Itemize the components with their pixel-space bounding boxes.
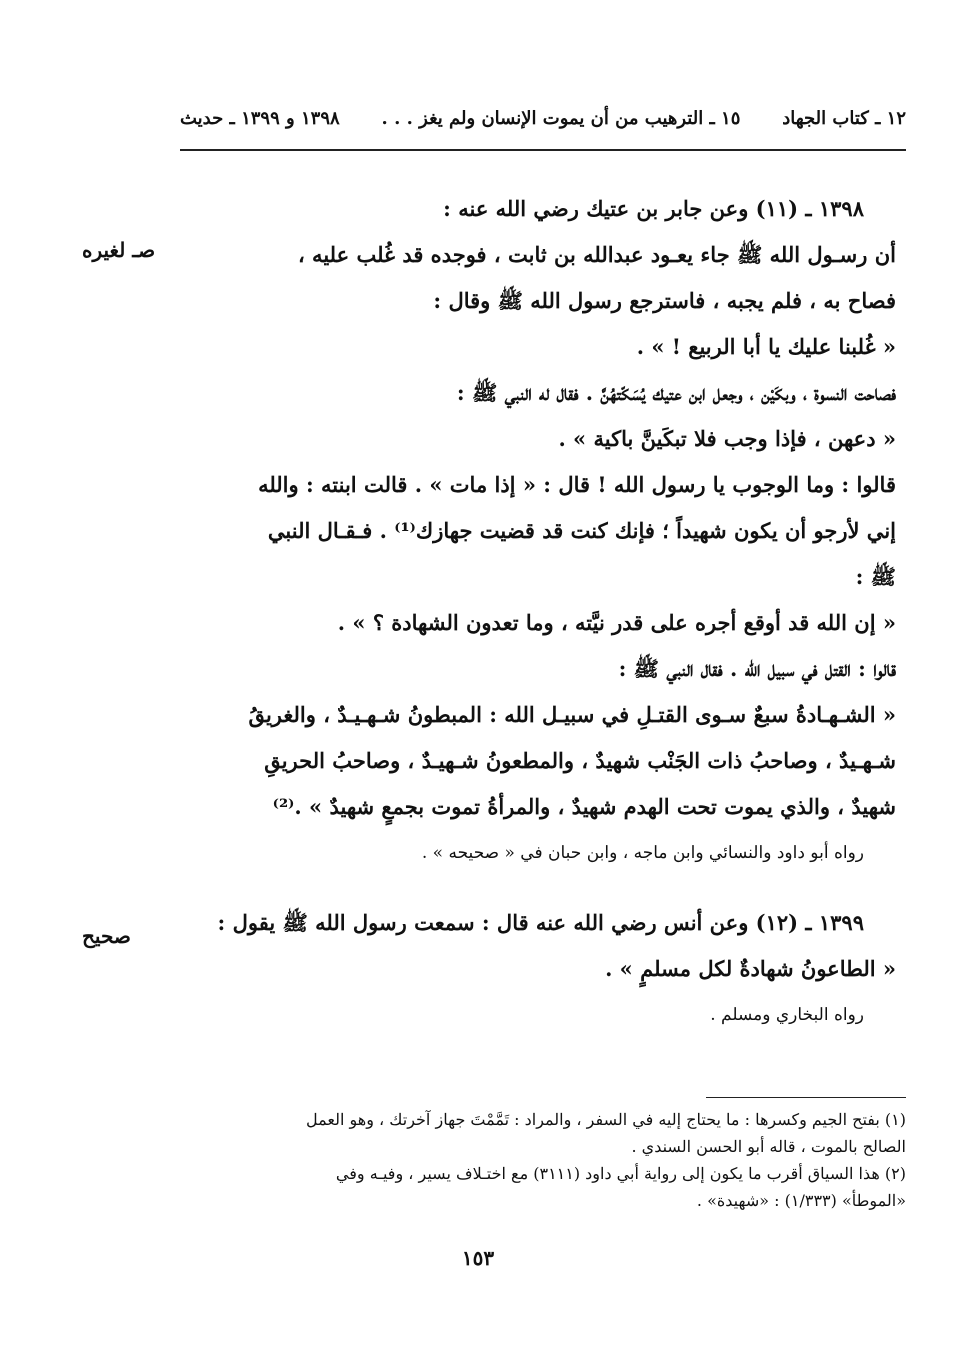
footnote-2: (٢) هذا السياق أقرب ما يكون إلى رواية أبي داود (٣١١١) مع اختـلاف يسير ، وفيـه وفي [335, 1164, 906, 1183]
header-chapter-title: ١٥ ـ الترهيب من أن يموت الإنسان ولم يغز . . . [381, 108, 741, 129]
text-line: قالوا : القتل في سبيل الله . فقال النبي ﷺ : [618, 656, 896, 681]
text-line: « إن الله قد أوقع أجره على قدر نيَّته ، وما تعدون الشهادة ؟ » . [337, 610, 896, 635]
grade-note-1398: صـ لغيره [82, 238, 156, 262]
page-number: ١٥٣ [461, 1246, 495, 1270]
footnotes [178, 1106, 906, 1214]
grade-note-1399: صحيح [82, 924, 131, 948]
footnote-2-continuation: «الموطأ» (١/٣٣٣) : «شهيدة» . [696, 1191, 906, 1210]
text-line: « الشـهـادةُ سبعٌ سـوى القتـلِ في سبيـل الله : المبطونُ شـهـيـدٌ ، والغريقُ [248, 702, 896, 727]
source-attribution-1398: رواه أبو داود والنسائي وابن ماجه ، وابن حبان في « صحيحه » . [421, 843, 864, 863]
source-attribution-1399: رواه البخاري ومسلم . [710, 1005, 864, 1025]
hadith-1398-heading: ١٣٩٨ ـ (١١) وعن جابر بن عتيك رضي الله عنه : [443, 196, 864, 221]
text-line: ﷺ : [855, 564, 896, 589]
footnote-1-continuation: الصالح بالموت ، قاله أبو الحسن السندي . [631, 1137, 906, 1156]
footnote-1: (١) بفتح الجيم وكسرها : ما يحتاج إليه في السفر ، والمراد : تَمَّمْتَ جهاز آخرتك ، وهو العمل [306, 1110, 906, 1129]
text-line: « الطاعونُ شهادةٌ لكل مسلمٍ » . [605, 956, 896, 981]
header-rule [180, 149, 906, 151]
text-line: فصاحت النسوة ، وبكَيْن ، وجعل ابن عتيك يُسَكّتهُنَّ . فقال له النبي ﷺ : [456, 380, 896, 405]
text-line: قالوا : وما الوجوب يا رسول الله ! قال : « إذا مات » . قالت ابنته : والله [258, 472, 896, 497]
text-line: فصاح به ، فلم يجبه ، فاسترجع رسول الله ﷺ وقال : [433, 288, 896, 313]
text-line: أن رسـول الله ﷺ جاء يعـود عبدالله بن ثابت ، فوجده قد غُلب عليه ، [297, 242, 896, 267]
section-gap [178, 876, 896, 900]
running-header [180, 108, 906, 129]
text-line: شـهـيدٌ ، وصاحبُ ذات الجَنْب شهيدٌ ، والمطعونُ شـهيـدٌ ، وصاحبُ الحريقِ [264, 748, 896, 773]
header-hadith-range: ١٣٩٨ و ١٣٩٩ ـ حديث [180, 108, 340, 129]
footnote-rule [706, 1097, 906, 1098]
text-line: إني لأرجو أن يكون شهيداً ؛ فإنك كنت قد قضيت جهازك⁽¹⁾ . فـقـال النبي [267, 518, 896, 543]
text-line: شهيدٌ ، والذي يموت تحت الهدم شهيدٌ ، والمرأةُ تموت بجمعٍ شهيدٌ » .⁽²⁾ [272, 794, 896, 819]
main-text [178, 186, 896, 1038]
hadith-1399-heading: ١٣٩٩ ـ (١٢) وعن أنس رضي الله عنه قال : سمعت رسول الله ﷺ يقول : [217, 910, 864, 935]
header-book-title: ١٢ ـ كتاب الجهاد [782, 108, 906, 129]
text-line: « غُلبنا عليك يا أبا الربيع ! » . [636, 334, 896, 359]
text-line: « دعهن ، فإذا وجب فلا تبكَينَّ باكية » . [558, 426, 896, 451]
